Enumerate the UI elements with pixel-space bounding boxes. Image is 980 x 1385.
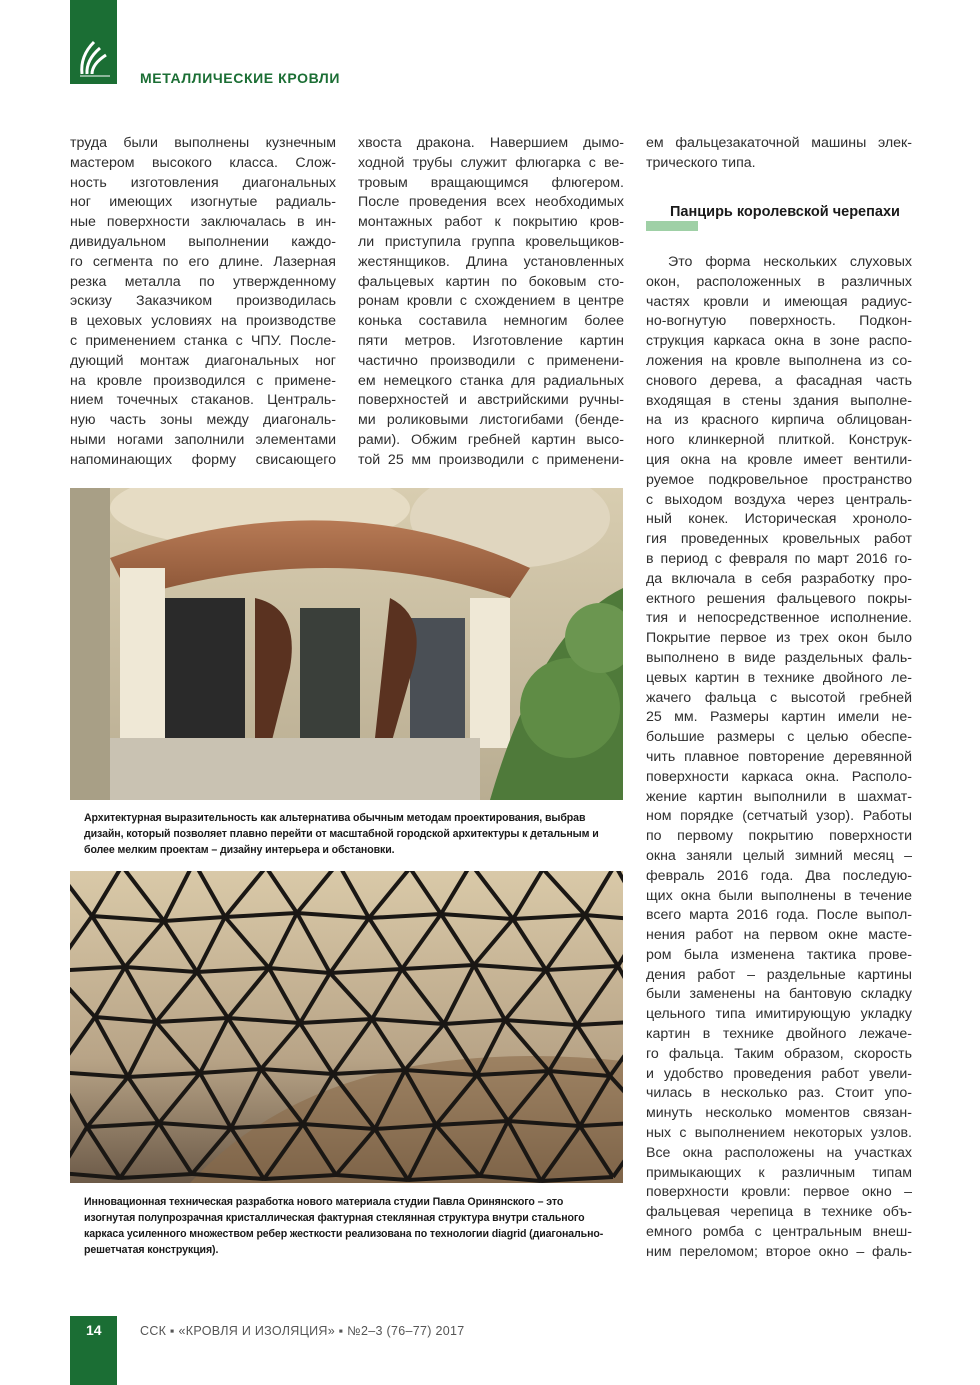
publication-info: ССК ▪ «КРОВЛЯ И ИЗОЛЯЦИЯ» ▪ №2–3 (76–77) 2017: [140, 1324, 465, 1338]
text-line: ном порядке (сетчатый узор). Работы: [646, 808, 912, 825]
text-line: рами). Обжим гребней картин высо-: [358, 431, 624, 448]
text-line: цевых картин в технике двойного ле-: [646, 669, 912, 686]
text-line: дения работ – раздельные картины: [646, 966, 912, 983]
text-line: напоминающих форму свисающего: [70, 451, 336, 468]
text-line: чить плавное повторение деревянной: [646, 748, 912, 765]
text-line: фальцевых картин по боковым сто-: [358, 273, 624, 290]
text-line: ную часть зоны между диагональ-: [70, 412, 336, 429]
text-line: примыкающих к различным типам: [646, 1164, 912, 1181]
text-line: поверхности каркаса окна. Располо-: [646, 768, 912, 785]
text-line: жестянщиков. Длина установленных: [358, 253, 624, 270]
text-column-3: [646, 253, 912, 1263]
page-number: 14: [86, 1322, 102, 1338]
text-line: трического типа.: [646, 154, 756, 171]
text-line: пяти метров. Изготовление картин: [358, 332, 624, 349]
text-line: ными ногами заполнили элементами: [70, 431, 336, 448]
text-line: по первому покрытию поверхности: [646, 828, 912, 845]
text-line: цельного типа имитирующую укладку: [646, 1006, 912, 1023]
text-line: входящая в стены здания выполне-: [646, 392, 912, 409]
text-line: той 25 мм производили с применени-: [358, 451, 624, 468]
text-line: ем фальцезакаточной машины элек-: [646, 135, 912, 151]
text-column-3-top: [646, 134, 912, 174]
text-line: ных с выполнением некоторых узлов.: [646, 1125, 912, 1142]
text-line: в период с февраля по март 2016 го-: [646, 550, 912, 567]
text-line: поверхностей и австрийскими ручны-: [358, 392, 624, 409]
text-line: го фальца. Таким образом, скорость: [646, 1045, 912, 1062]
text-line: ног имеющих изогнутые радиаль-: [70, 194, 336, 211]
text-line: дующий монтаж диагональных ног: [70, 352, 336, 369]
magazine-logo-icon: [76, 38, 112, 78]
photo-caption-1: Архитектурная выразительность как альтернатива обычным методам проектирования, выбрав дизайн, который позволяет плавно перейти от масштабной городской архитектуры к детальным и более мелким проектам – дизайну интерьера и обстановки.: [84, 812, 599, 856]
text-line: тия и непосредственное исполнение.: [646, 610, 912, 627]
text-line: поверхности кровли: первое окно –: [646, 1184, 912, 1201]
text-line: струкция каркаса окна в зоне распо-: [646, 333, 912, 350]
text-line: выполнено в виде раздельных фаль-: [646, 649, 912, 666]
photo-caption-2: Инновационная техническая разработка нового материала студии Павла Оринянского – это изогнутая полупрозрачная кристаллическая фактурная стеклянная структура внутри стального каркаса усиленного множеством ребер жесткости реализована по технологии diagrid (диагонально-решетчатая конструкция).: [84, 1196, 604, 1256]
text-line: ходной трубы служит флюгарка с ве-: [358, 154, 624, 171]
text-line: го сегмента по его длине. Лазерная: [70, 253, 336, 270]
text-line: Покрытие первое из трех окон было: [646, 630, 912, 647]
section-title: МЕТАЛЛИЧЕСКИЕ КРОВЛИ: [140, 70, 341, 86]
text-line: ного клинкерной плиткой. Конструк-: [646, 432, 912, 449]
text-line: ем немецкого станка для радиальных: [358, 372, 624, 389]
text-line: на из красного кирпича облицован-: [646, 412, 912, 429]
text-column-2: [358, 134, 624, 471]
text-line: гия проведенных кровельных работ: [646, 531, 912, 548]
text-line: хвоста дракона. Навершием дымо-: [358, 135, 624, 151]
text-line: минуть несколько моментов связан-: [646, 1105, 912, 1122]
text-line: снового дерева, а фасадная часть: [646, 372, 912, 389]
text-line: нием точечных стаканов. Централь-: [70, 392, 336, 409]
text-line: труда были выполнены кузнечным: [70, 135, 336, 151]
text-line: После проведения всех необходимых: [358, 194, 624, 211]
text-line: ный конек. Историческая хроноло-: [646, 511, 912, 528]
text-line: и удобство проведения работ увели-: [646, 1065, 912, 1082]
subheading: Панцирь королевской черепахи: [670, 204, 900, 220]
text-line: ектного решения фальцевого покры-: [646, 590, 912, 607]
subheading-accent-bar: [646, 221, 698, 231]
text-line: резка металла по утвержденному: [70, 273, 336, 290]
text-line: на кровле производился с примене-: [70, 372, 336, 389]
text-line: да включала в себя разработку про-: [646, 570, 912, 587]
text-line: монтажных работ к покрытию кров-: [358, 214, 624, 231]
text-line: конька составила немногим более: [358, 313, 624, 330]
photo-facade-window: [70, 488, 623, 800]
text-column-1: [70, 134, 336, 471]
text-line: ция окна на кровле имеет вентили-: [646, 451, 912, 468]
text-line: ронам кровли с схождением в центре: [358, 293, 624, 310]
text-line: нения работ на первом окне масте-: [646, 927, 912, 944]
text-line: мастером высокого класса. Слож-: [70, 154, 336, 171]
text-line: ним переломом; второе окно – фаль-: [646, 1243, 912, 1260]
text-line: с выходом воздуха через централь-: [646, 491, 912, 508]
text-line: с применением станка с ЧПУ. После-: [70, 332, 336, 349]
text-line: были заменены на бантовую складку: [646, 986, 912, 1003]
text-line: эскизу Заказчиком производилась: [70, 293, 336, 310]
text-line: жачего фальца с высотой гребней: [646, 689, 912, 706]
text-line: частях кровли и имеющая радиус-: [646, 293, 912, 310]
text-line: окон, расположенных в различных: [646, 273, 912, 290]
text-line: всего марта 2016 года. После выпол-: [646, 907, 912, 924]
text-line: февраль 2016 года. Два последую-: [646, 867, 912, 884]
text-line: картин в технике двойного лежаче-: [646, 1026, 912, 1043]
text-line: жение картин выполнили в шахмат-: [646, 788, 912, 805]
text-line: в цеховых условиях на производстве: [70, 313, 336, 330]
text-line: окна заняли целый зимний месяц –: [646, 847, 912, 864]
text-line: емного ромба с центральным внеш-: [646, 1224, 912, 1241]
text-line: чилась в несколько раз. Стоит упо-: [646, 1085, 912, 1102]
text-line: Все окна расположены на участках: [646, 1144, 912, 1161]
text-line: ром была изменена тактика прове-: [646, 946, 912, 963]
text-line: ные поверхности заключалась в ин-: [70, 214, 336, 231]
text-line: Это форма нескольких слуховых: [668, 254, 912, 270]
text-line: ность изготовления диагональных: [70, 174, 336, 191]
text-line: частично производили с применени-: [358, 352, 624, 369]
text-line: щих окна были выполнены в течение: [646, 887, 912, 904]
text-line: 25 мм. Размеры картин имели не-: [646, 709, 912, 726]
text-line: фальцевая черепица в технике объ-: [646, 1204, 912, 1221]
text-line: ложения на кровле выполнена из со-: [646, 352, 912, 369]
photo-glass-dome: [70, 871, 623, 1183]
text-line: тровым вращающимся флюгером.: [358, 174, 624, 191]
text-line: дивидуальном выполнении каждо-: [70, 233, 336, 250]
text-line: но-вогнутую поверхность. Подкон-: [646, 313, 912, 330]
text-line: большие размеры с целью обеспе-: [646, 729, 912, 746]
text-line: ми роликовыми листогибами (бенде-: [358, 412, 624, 429]
text-line: руемое подкровельное пространство: [646, 471, 912, 488]
text-line: ли приступила группа кровельщиков-: [358, 233, 624, 250]
